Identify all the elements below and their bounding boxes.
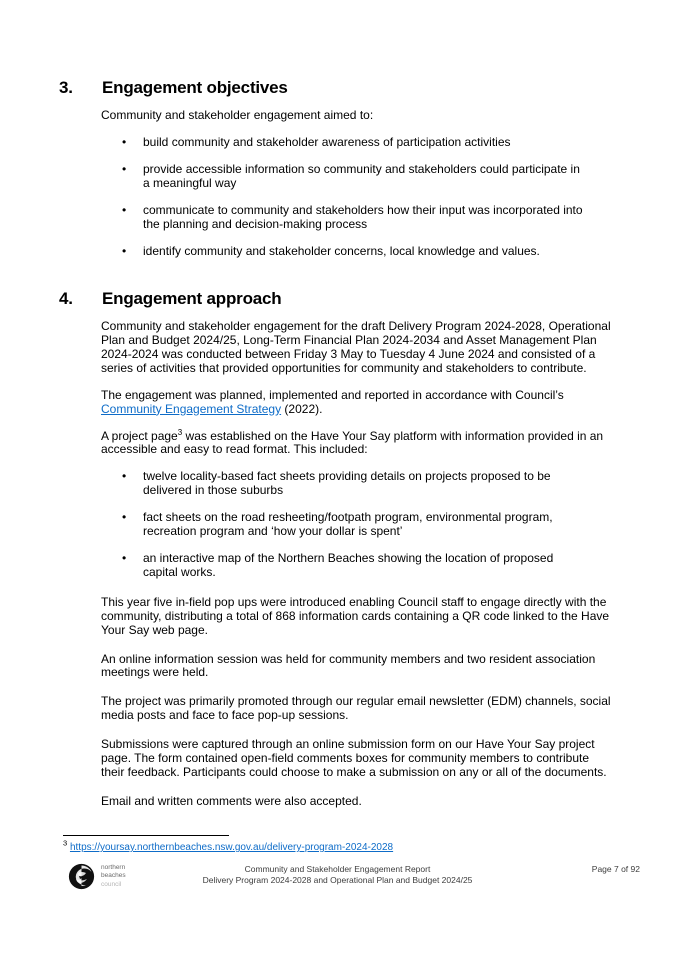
bullet-text: communicate to community and stakeholders how their input was incorporated into the planning and decision-making process (143, 203, 583, 231)
paragraph-text: (2022). (281, 401, 323, 416)
paragraph: This year five in-field pop ups were introduced enabling Council staff to engage directly with the community, distributing a total of 868 information cards containing a QR code linked to the Have Your Say web page. (101, 594, 610, 637)
section-3-body (101, 109, 612, 258)
bullet-text: identify community and stakeholder concerns, local knowledge and values. (143, 243, 540, 258)
paragraph: Community and stakeholder engagement aimed to: (101, 108, 374, 123)
section-3-heading (59, 78, 612, 98)
bullet-text: fact sheets on the road resheeting/footpath program, environmental program, recreation program and ‘how your dollar is spent’ (143, 510, 553, 539)
page-content (59, 78, 612, 822)
bullet-dot: • (122, 243, 127, 258)
council-logo-icon (68, 863, 95, 890)
section-4-heading (59, 289, 612, 309)
bullet-dot: • (122, 551, 127, 565)
bullet-text: twelve locality-based fact sheets providing details on projects proposed to be delivered in those suburbs (143, 469, 551, 498)
bullet-text: an interactive map of the Northern Beaches showing the location of proposed capital works. (143, 551, 554, 579)
section-3-number: 3. (59, 78, 73, 97)
footer-report-title: Community and Stakeholder Engagement Report (244, 864, 431, 874)
bullet-item (122, 136, 612, 150)
section-3-title: Engagement objectives (102, 78, 288, 97)
bullet-item (122, 552, 612, 580)
paragraph-with-footnote-ref (101, 427, 612, 458)
footnote-separator (63, 835, 229, 836)
logo-line: beaches (101, 872, 126, 880)
bullet-dot: • (122, 162, 127, 177)
bullet-item (122, 470, 612, 498)
page-footer (0, 860, 675, 900)
bullet-item (122, 245, 612, 259)
page-number: Page 7 of 92 (591, 864, 640, 874)
community-engagement-strategy-link[interactable]: Community Engagement Strategy (101, 401, 282, 416)
paragraph-text: was established on the Have Your Say platform with information provided in an accessible and easy to read format. This included: (101, 428, 604, 457)
logo-line: council (101, 880, 122, 888)
bullet-text: build community and stakeholder awareness of participation activities (143, 135, 511, 150)
paragraph: Email and written comments were also accepted. (101, 793, 362, 808)
paragraph: Community and stakeholder engagement for the draft Delivery Program 2024-2028, Operational Plan and Budget 2024/25, Long-Term Financial Plan 2024-2034 and Asset Management Plan 2024-2024 was conducted between Friday 3 May to Tuesday 4 June 2024 and consisted of a series of activities that provided opportunities for community and stakeholders to contribute. (101, 319, 611, 375)
footnote-reference: 3 (177, 427, 183, 437)
paragraph: Submissions were captured through an online submission form on our Have Your Say project page. The form contained open-field comments boxes for community members to contribute their feedback. Participants could choose to make a submission on any or all of the documents. (101, 737, 607, 779)
footnote-marker: 3 (63, 838, 68, 848)
logo-line: northern (101, 864, 126, 872)
bullet-dot: • (122, 135, 127, 150)
paragraph-text: The engagement was planned, implemented and reported in accordance with Council’s (101, 387, 564, 402)
paragraph-text: A project page (101, 428, 178, 443)
footnote-url-link[interactable]: https://yoursay.northernbeaches.nsw.gov.au/delivery-program-2024-2028 (69, 842, 394, 853)
footnote (63, 838, 394, 854)
section-4-number: 4. (59, 288, 73, 308)
section-4-title: Engagement approach (102, 288, 282, 308)
paragraph: An online information session was held for community members and two resident association meetings were held. (101, 651, 596, 680)
bullet-dot: • (122, 510, 127, 525)
bullet-item (122, 204, 612, 232)
bullet-dot: • (122, 469, 127, 484)
section-4-body (101, 320, 612, 809)
footer-center-text (137, 864, 538, 887)
bullet-item (122, 163, 612, 191)
bullet-dot: • (122, 203, 127, 218)
footer-report-subtitle: Delivery Program 2024-2028 and Operational Plan and Budget 2024/25 (202, 875, 473, 886)
paragraph: The project was primarily promoted through our regular email newsletter (EDM) channels, social media posts and face to face pop-up sessions. (101, 694, 611, 723)
council-logo (68, 863, 126, 890)
bullet-text: provide accessible information so community and stakeholders could participate in a meaningful way (143, 162, 580, 191)
council-logo-text (101, 864, 126, 888)
bullet-item (122, 511, 612, 539)
paragraph-with-link (101, 389, 612, 417)
